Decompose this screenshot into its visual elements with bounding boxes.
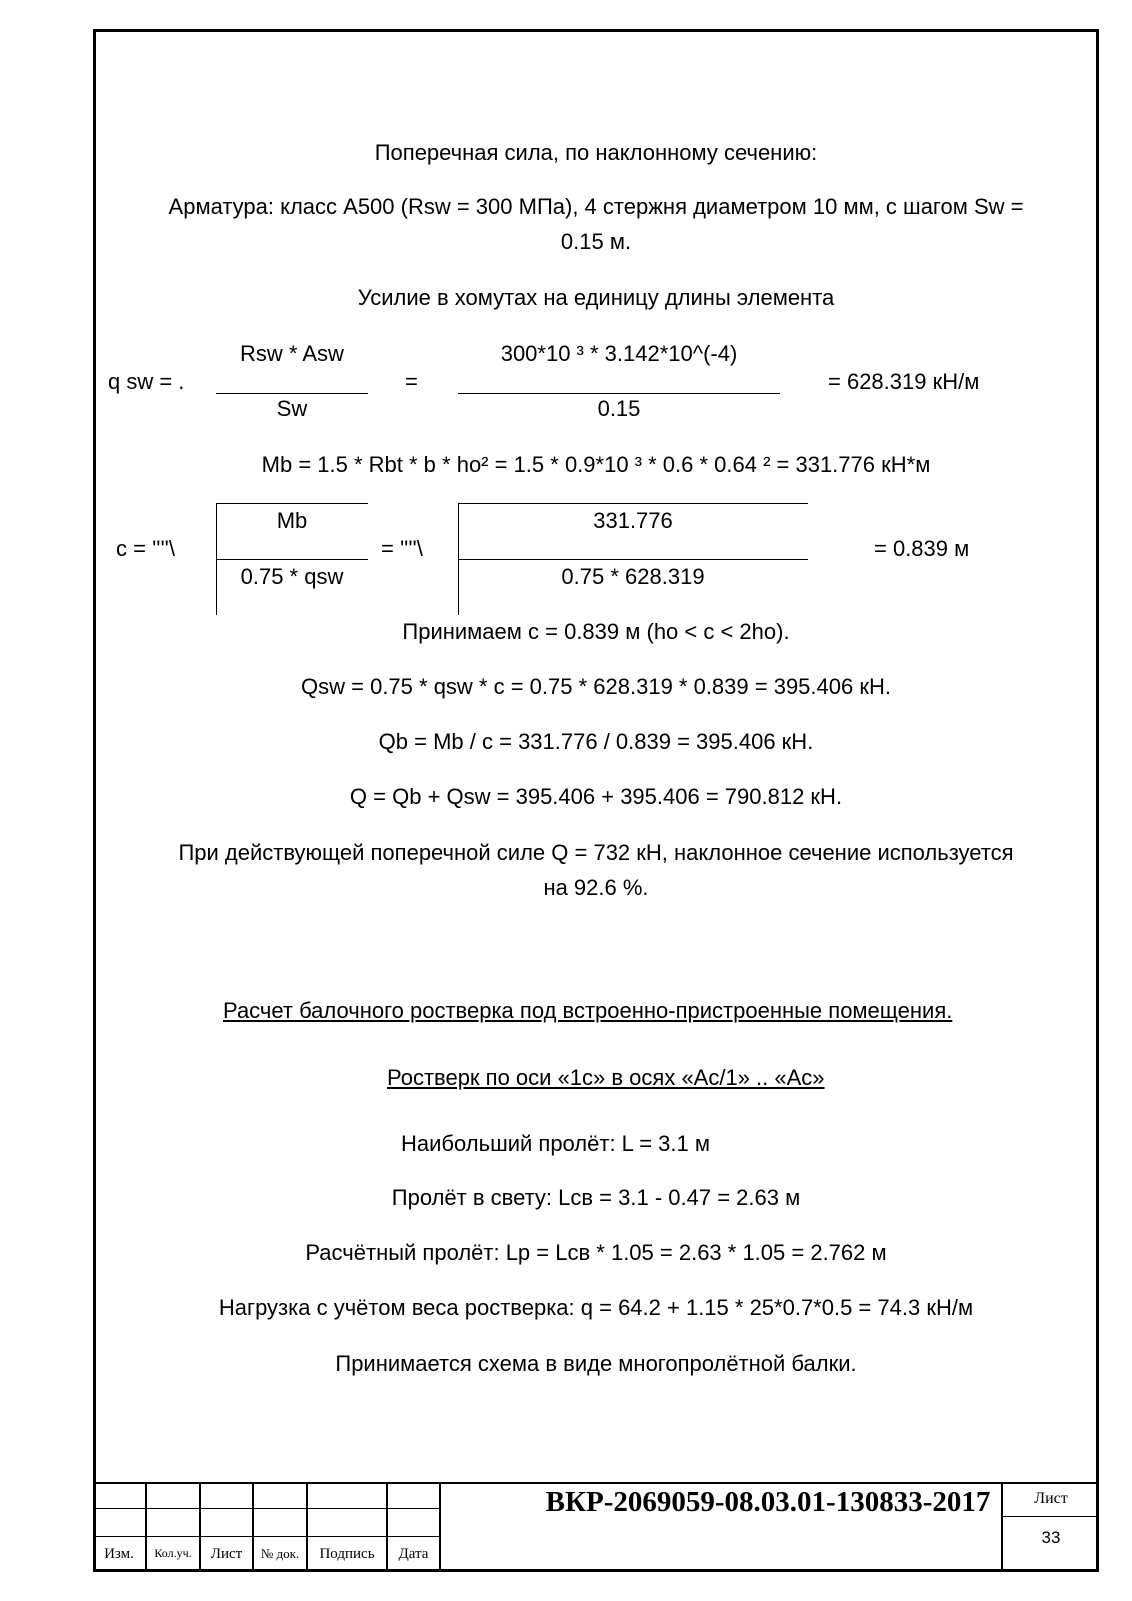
- q-calc: Q = Qb + Qsw = 395.406 + 395.406 = 790.812 кН.: [349, 784, 843, 809]
- qsw-calc: Qsw = 0.75 * qsw * c = 0.75 * 628.319 * 0.839 = 395.406 кН.: [301, 674, 891, 699]
- fraction-bar: [216, 559, 368, 560]
- qsw-denominator-1: Sw: [276, 396, 308, 421]
- stamp-col-signature: Подпись: [319, 1546, 375, 1562]
- fraction-bar: [216, 393, 368, 394]
- qsw-lhs: q sw = .: [108, 369, 185, 394]
- qsw-numerator-2: 300*10 ³ * 3.142*10^(-4): [500, 341, 738, 366]
- span-calc: Расчётный пролёт: Lp = Lсв * 1.05 = 2.63 * 1.05 = 2.762 м: [305, 1240, 887, 1265]
- stamp-col-kol-uch: Кол.уч.: [154, 1546, 192, 1560]
- span-max: Наибольший пролёт: L = 3.1 м: [401, 1131, 710, 1156]
- stamp-col-izm: Изм.: [104, 1546, 134, 1562]
- rebar-line-2: 0.15 м.: [560, 229, 632, 254]
- c-numerator-2: 331.776: [593, 508, 673, 533]
- root-sign-top: [458, 503, 808, 504]
- c-middle: = ''''\: [381, 536, 423, 561]
- load-calc: Нагрузка с учётом веса ростверка: q = 64.2 + 1.15 * 25*0.7*0.5 = 74.3 кН/м: [218, 1295, 974, 1320]
- usage-line-1: При действующей поперечной силе Q = 732 кН, наклонное сечение используется: [178, 840, 1014, 865]
- scheme-text: Принимается схема в виде многопролётной балки.: [335, 1351, 857, 1376]
- stamp-top-line: [93, 1482, 1099, 1484]
- title-block: [93, 1482, 1099, 1572]
- c-lhs: c = ''''\: [116, 536, 175, 561]
- span-clear: Пролёт в свету: Lсв = 3.1 - 0.47 = 2.63 м: [391, 1185, 801, 1210]
- section-title: Поперечная сила, по наклонному сечению:: [374, 140, 818, 165]
- heading-axis: Ростверк по оси «1с» в осях «Ас/1» .. «Ас»: [387, 1065, 825, 1090]
- heading-grillage: Расчет балочного ростверка под встроенно-пристроенные помещения.: [223, 998, 953, 1023]
- c-denominator-1: 0.75 * qsw: [240, 564, 344, 589]
- stamp-col-doc: № док.: [260, 1546, 300, 1561]
- qb-calc: Qb = Mb / c = 331.776 / 0.839 = 395.406 кН.: [378, 729, 814, 754]
- stamp-col-list: Лист: [210, 1546, 243, 1562]
- qsw-denominator-2: 0.15: [597, 396, 641, 421]
- c-result: = 0.839 м: [874, 536, 970, 561]
- stamp-col-date: Дата: [398, 1546, 429, 1562]
- qsw-equals: =: [405, 369, 418, 394]
- stamp-col-line: [439, 1482, 441, 1572]
- usage-line-2: на 92.6 %.: [543, 875, 649, 900]
- mb-formula: Mb = 1.5 * Rbt * b * ho² = 1.5 * 0.9*10 ³ * 0.6 * 0.64 ² = 331.776 кН*м: [261, 452, 931, 477]
- stirrup-force-text: Усилие в хомутах на единицу длины элемента: [357, 285, 835, 310]
- accept-c: Принимаем с = 0.839 м (ho < c < 2ho).: [402, 619, 790, 644]
- document-code: ВКР-2069059-08.03.01-130833-2017: [545, 1486, 991, 1518]
- c-denominator-2: 0.75 * 628.319: [561, 564, 705, 589]
- sheet-label: Лист: [1034, 1490, 1068, 1507]
- root-sign-top: [216, 503, 368, 504]
- qsw-result: = 628.319 кН/м: [828, 369, 980, 394]
- rebar-line-1: Арматура: класс А500 (Rsw = 300 МПа), 4 стержня диаметром 10 мм, с шагом Sw =: [168, 194, 1024, 219]
- fraction-bar: [458, 393, 780, 394]
- c-numerator-1: Mb: [276, 508, 308, 533]
- sheet-number: 33: [1041, 1528, 1061, 1547]
- qsw-numerator-1: Rsw * Asw: [240, 341, 344, 366]
- fraction-bar: [458, 559, 808, 560]
